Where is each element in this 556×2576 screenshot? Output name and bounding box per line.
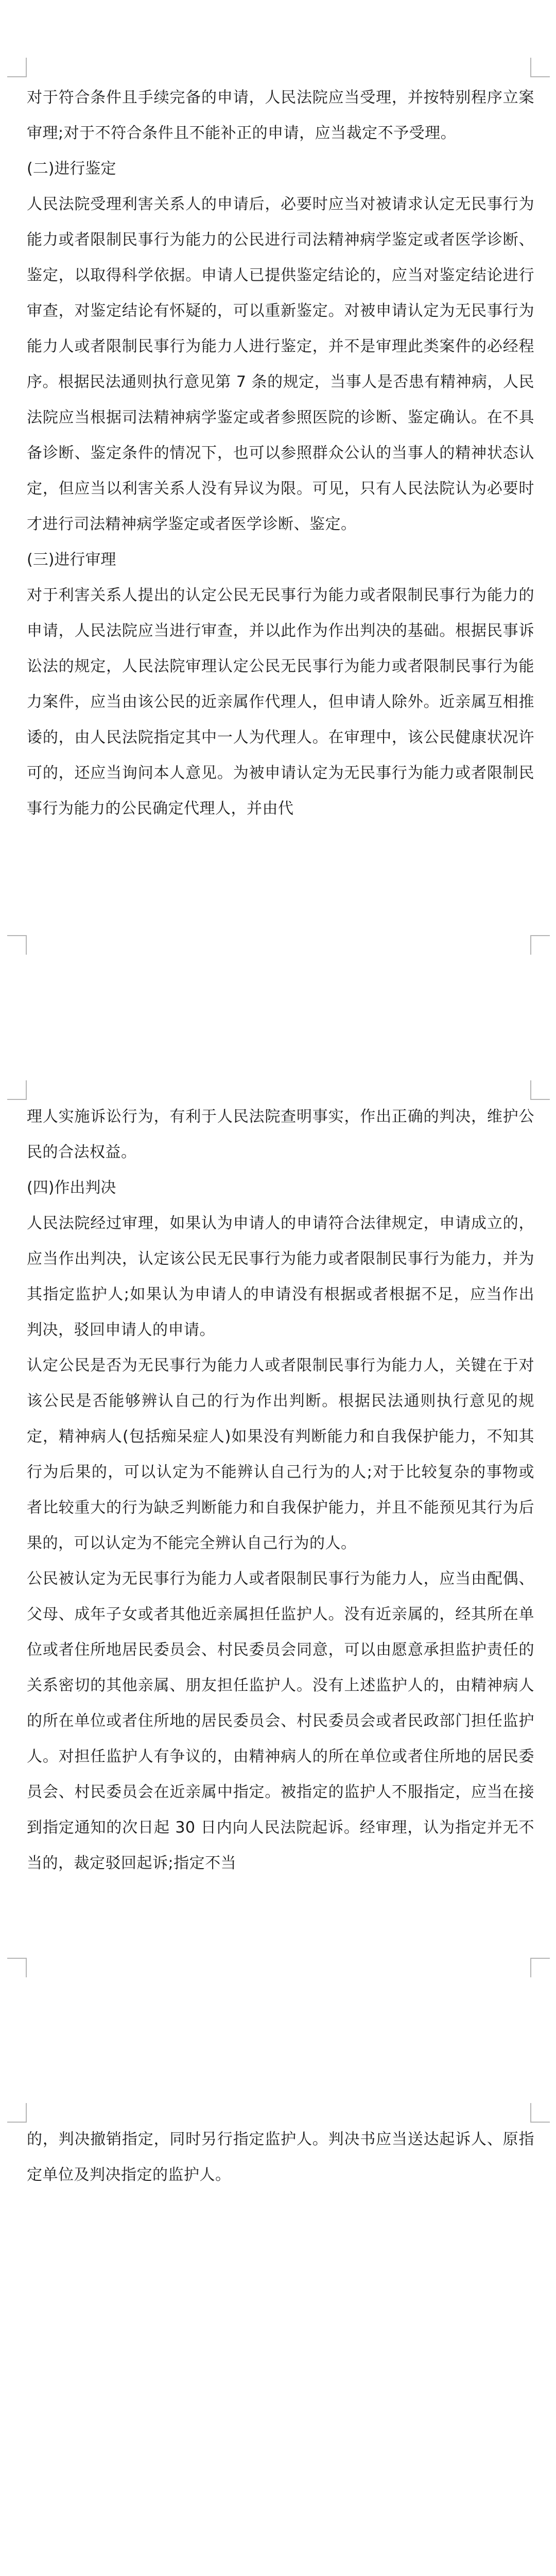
paragraph: 人民法院受理利害关系人的申请后，必要时应当对被请求认定无民事行为能力或者限制民事行为能力的公民进行司法精神病学鉴定或者医学诊断、鉴定，以取得科学依据。申请人已提供鉴定结论的，应当对鉴定结论进行审查，对鉴定结论有怀疑的，可以重新鉴定。对被申请认定为无民事行为能力人或者限制民事行为能力人进行鉴定，并不是审理此类案件的必经程序。根据民法通则执行意见第 7 条的规定，当事人是否患有精神病，人民法院应当根据司法精神病学鉴定或者参照医院的诊断、鉴定确认。在不具备诊断、鉴定条件的情况下，也可以参照群众公认的当事人的精神状态认定，但应当以利害关系人没有异议为限。可见，只有人民法院认为必要时才进行司法精神病学鉴定或者医学诊断、鉴定。 [27,195,534,533]
paragraph: 认定公民是否为无民事行为能力人或者限制民事行为能力人，关键在于对该公民是否能够辨认自己的行为作出判断。根据民法通则执行意见的规定，精神病人(包括痴呆症人)如果没有判断能力和自我保护能力，不知其行为后果的，可以认定为不能辨认自己行为的人;对于比较复杂的事物或者比较重大的行为缺乏判断能力和自我保护能力，并且不能预见其行为后果的，可以认定为不能完全辨认自己行为的人。 [27,1357,534,1552]
page-1-content [27,80,534,826]
paragraph: 人民法院经过审理，如果认为申请人的申请符合法律规定，申请成立的，应当作出判决，认定该公民无民事行为能力或者限制民事行为能力，并为其指定监护人;如果认为申请人的申请没有根据或者根据不足，应当作出判决，驳回申请人的申请。 [27,1214,534,1339]
document-page-1 [0,0,556,1023]
crop-mark-bottom-right [530,935,550,955]
crop-mark-bottom-left [7,1958,27,1977]
page-2-content [27,1099,534,1881]
crop-mark-top-right [530,1080,550,1100]
page-3-content [27,2122,534,2193]
paragraph: 公民被认定为无民事行为能力人或者限制民事行为能力人，应当由配偶、父母、成年子女或者其他近亲属担任监护人。没有近亲属的，经其所在单位或者住所地居民委员会、村民委员会同意，可以由愿意承担监护责任的关系密切的其他亲属、朋友担任监护人。没有上述监护人的，由精神病人的所在单位或者住所地的居民委员会、村民委员会或者民政部门担任监护人。对担任监护人有争议的，由精神病人的所在单位或者住所地的居民委员会、村民委员会在近亲属中指定。被指定的监护人不服指定，应当在接到指定通知的次日起 30 日内向人民法院起诉。经审理，认为指定并无不当的，裁定驳回起诉;指定不当 [27,1570,534,1872]
crop-mark-bottom-right [530,1958,550,1977]
crop-mark-top-left [7,2103,27,2123]
document-page-3 [0,2045,556,2576]
document-page-2 [0,1023,556,2045]
crop-mark-top-right [530,58,550,77]
paragraph: 的，判决撤销指定，同时另行指定监护人。判决书应当送达起诉人、原指定单位及判决指定的监护人。 [27,2130,534,2184]
paragraph: 理人实施诉讼行为，有利于人民法院查明事实，作出正确的判决，维护公民的合法权益。 [27,1108,534,1161]
crop-mark-top-left [7,58,27,77]
crop-mark-top-left [7,1080,27,1100]
paragraph: 对于符合条件且手续完备的申请，人民法院应当受理，并按特别程序立案审理;对于不符合条件且不能补正的申请，应当裁定不予受理。 [27,89,534,142]
section-heading: (三)进行审理 [27,551,116,569]
paragraph: 对于利害关系人提出的认定公民无民事行为能力或者限制民事行为能力的申请，人民法院应当进行审查，并以此作为作出判决的基础。根据民事诉讼法的规定，人民法院审理认定公民无民事行为能力或者限制民事行为能力案件，应当由该公民的近亲属作代理人，但申请人除外。近亲属互相推诿的，由人民法院指定其中一人为代理人。在审理中，该公民健康状况许可的，还应当询问本人意见。为被申请认定为无民事行为能力或者限制民事行为能力的公民确定代理人，并由代 [27,586,534,818]
crop-mark-bottom-left [7,935,27,955]
section-heading: (四)作出判决 [27,1179,116,1197]
crop-mark-top-right [530,2103,550,2123]
section-heading: (二)进行鉴定 [27,160,116,178]
